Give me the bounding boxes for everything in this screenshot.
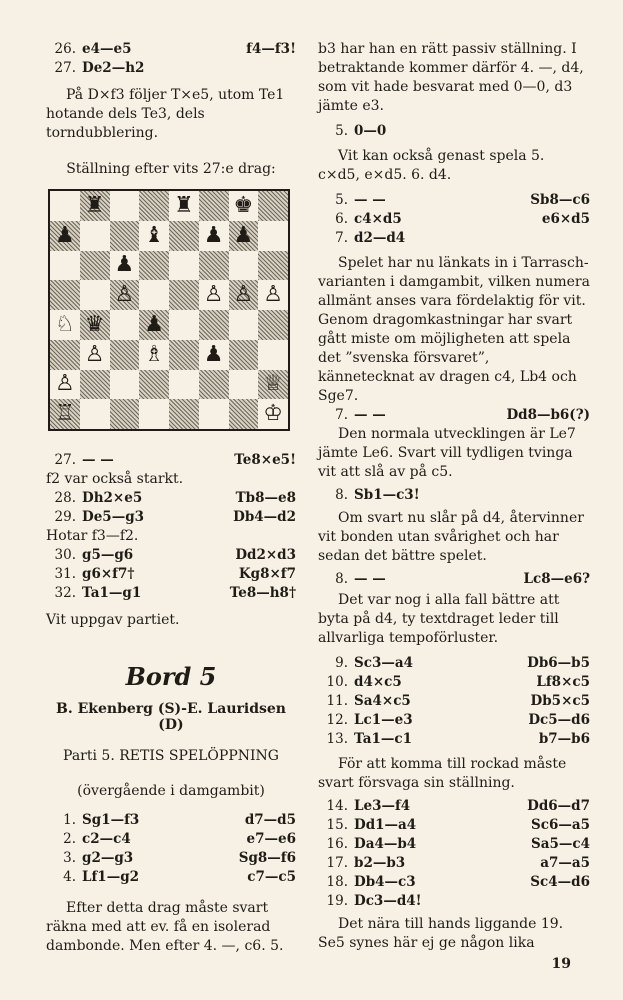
board-square: [169, 280, 199, 310]
move-row: [318, 229, 590, 248]
board-square: [199, 399, 229, 429]
move-row: [46, 489, 296, 508]
move-number: 10.: [326, 674, 348, 690]
white-move: g6×f7†: [82, 566, 135, 582]
move-number: 7.: [335, 230, 348, 246]
white-move: — —: [354, 192, 386, 208]
move-row: [46, 830, 296, 849]
chess-piece-square: ♕: [258, 370, 288, 400]
black-move: Te8×e5!: [234, 452, 296, 468]
move-8-black: [318, 570, 590, 589]
board-square: [199, 191, 229, 221]
chess-piece-square: ♜: [80, 191, 110, 221]
game-subtitle: (övergående i damgambit): [77, 783, 265, 799]
black-move: Sa5—c4: [530, 836, 590, 852]
black-move: e7—e6: [246, 831, 296, 847]
move-number: 15.: [326, 817, 348, 833]
board-square: [258, 221, 288, 251]
move-number: 3.: [63, 850, 76, 866]
chess-piece-square: ♟: [139, 310, 169, 340]
move-number: 27.: [54, 60, 76, 76]
white-move: b2—b3: [354, 855, 406, 871]
section-title: Bord 5: [125, 662, 217, 691]
chess-piece-square: ♟: [229, 221, 259, 251]
move-row: [318, 816, 590, 835]
move-row: [318, 711, 590, 730]
move-number: 8.: [335, 487, 348, 503]
page-number: 19: [551, 956, 571, 972]
black-move: Dd8—b6(?): [506, 407, 590, 423]
white-move: Sg1—f3: [82, 812, 140, 828]
chess-piece-square: ♜: [169, 191, 199, 221]
left-column: [46, 40, 296, 956]
move-number: 11.: [326, 693, 348, 709]
move-row: [46, 811, 296, 830]
black-move: f4—f3!: [246, 41, 296, 57]
move-row: [318, 673, 590, 692]
white-move: c2—c4: [82, 831, 131, 847]
paragraph-normal-dev: Den normala utvecklingen är Le7 jämte Le6. Svart vill tydligen tvinga vit att slå av på c5.: [318, 426, 576, 480]
white-move: Le3—f4: [354, 798, 411, 814]
white-move: Sa4×c5: [354, 693, 411, 709]
move-row: [318, 692, 590, 711]
black-move: Kg8×f7: [238, 566, 296, 582]
black-move: Lf8×c5: [536, 674, 590, 690]
move-row: [318, 730, 590, 749]
white-move: Sc3—a4: [354, 655, 414, 671]
chess-piece-square: ♙: [229, 280, 259, 310]
moves-30-32: [46, 546, 296, 603]
game-title: Parti 5. RETIS SPELÖPPNING: [63, 748, 279, 764]
white-move: — —: [354, 571, 386, 587]
moves-5-7: [318, 191, 590, 248]
move-row: [46, 868, 296, 887]
white-move: De2—h2: [82, 60, 145, 76]
board-square: [169, 340, 199, 370]
board-square: [139, 191, 169, 221]
move-number: 26.: [54, 41, 76, 57]
move-row: [318, 570, 590, 589]
white-move: — —: [82, 452, 114, 468]
white-move: Lc1—e3: [354, 712, 413, 728]
board-square: [139, 280, 169, 310]
board-square: [110, 221, 140, 251]
opening-moves: [46, 811, 296, 887]
white-move: Sb1—c3!: [354, 487, 420, 503]
white-move: Dc3—d4!: [354, 893, 422, 909]
paragraph-castle: För att komma till rockad måste svart försvaga sin ställning.: [318, 756, 567, 791]
move-number: 27.: [54, 452, 76, 468]
black-move: Db5×c5: [530, 693, 590, 709]
paragraph-se5: Det nära till hands liggande 19. Se5 synes här ej ge någon lika: [318, 916, 564, 951]
board-square: [110, 340, 140, 370]
chess-piece-square: ♙: [258, 280, 288, 310]
move-row: [46, 59, 296, 78]
moves-9-13: [318, 654, 590, 749]
move-row: [318, 406, 590, 425]
right-column: [318, 40, 590, 953]
black-move: [463, 229, 590, 248]
moves-28-29: [46, 489, 296, 527]
move-number: 9.: [335, 655, 348, 671]
black-move: Sb8—c6: [530, 192, 590, 208]
move-row: [318, 873, 590, 892]
black-move: [476, 892, 590, 911]
move-row: [46, 584, 296, 603]
chess-piece-square: ♙: [199, 280, 229, 310]
board-square: [50, 340, 80, 370]
black-move: Lc8—e6?: [523, 571, 590, 587]
move-number: 12.: [326, 712, 348, 728]
white-move: 0—0: [354, 123, 387, 139]
move-row: [318, 191, 590, 210]
move-27-black: [46, 451, 296, 470]
black-move: c7—c5: [247, 869, 296, 885]
board-square: [139, 251, 169, 281]
board-square: [169, 251, 199, 281]
moves-26-27: [46, 40, 296, 78]
move-number: 32.: [54, 585, 76, 601]
note-resigned: Vit uppgav partiet.: [46, 612, 180, 628]
move-row: [46, 565, 296, 584]
black-move: [201, 59, 296, 78]
black-move: Tb8—e8: [235, 490, 296, 506]
move-row: [318, 654, 590, 673]
board-square: [169, 399, 199, 429]
black-move: b7—b6: [538, 731, 590, 747]
black-move: Sg8—f6: [238, 850, 296, 866]
move-number: 7.: [335, 407, 348, 423]
chess-piece-square: ♚: [229, 191, 259, 221]
chess-piece-square: ♙: [50, 370, 80, 400]
move-number: 28.: [54, 490, 76, 506]
board-square: [50, 191, 80, 221]
board-square: [110, 191, 140, 221]
black-move: Dc5—d6: [528, 712, 590, 728]
board-square: [80, 251, 110, 281]
white-move: Da4—b4: [354, 836, 417, 852]
move-row: [46, 546, 296, 565]
move-number: 5.: [335, 192, 348, 208]
black-move: a7—a5: [540, 855, 590, 871]
board-square: [110, 310, 140, 340]
black-move: Sc4—d6: [530, 874, 590, 890]
chess-diagram: [48, 189, 290, 431]
black-move: e6×d5: [541, 211, 590, 227]
board-square: [229, 251, 259, 281]
board-square: [199, 370, 229, 400]
move-number: 8.: [335, 571, 348, 587]
note-threat: Hotar f3—f2.: [46, 528, 139, 544]
move-7-black: [318, 406, 590, 425]
move-row: [318, 210, 590, 229]
board-square: [139, 399, 169, 429]
move-5: [318, 122, 590, 141]
white-move: c4×d5: [354, 211, 402, 227]
move-number: 19.: [326, 893, 348, 909]
board-square: [169, 370, 199, 400]
board-square: [258, 191, 288, 221]
chess-piece-square: ♟: [199, 221, 229, 251]
white-move: d2—d4: [354, 230, 406, 246]
move-number: 16.: [326, 836, 348, 852]
players-line: B. Ekenberg (S)-E. Lauridsen (D): [56, 701, 286, 733]
board-square: [80, 221, 110, 251]
board-square: [80, 399, 110, 429]
white-move: Lf1—g2: [82, 869, 140, 885]
board-square: [199, 310, 229, 340]
black-move: Dd6—d7: [527, 798, 590, 814]
white-move: Dd1—a4: [354, 817, 417, 833]
move-number: 2.: [63, 831, 76, 847]
board-square: [229, 340, 259, 370]
board-square: [199, 251, 229, 281]
chess-piece-square: ♗: [139, 340, 169, 370]
chess-piece-square: ♘: [50, 310, 80, 340]
white-move: d4×c5: [354, 674, 402, 690]
paragraph-alt-5: Vit kan också genast spela 5. c×d5, e×d5. 6. d4.: [318, 148, 545, 183]
move-row: [318, 797, 590, 816]
chess-piece-square: ♔: [258, 399, 288, 429]
paragraph-tarrasch: Spelet har nu länkats in i Tarrasch-varianten i damgambit, vilken numera allmänt anses vara fördelaktig för vit. Genom dragomkastningar har svart gått miste om möjligheten att spela det ”svenska försvaret”, kännetecknat av dragen c4, Lb4 och Sge7.: [318, 255, 590, 404]
board-square: [229, 370, 259, 400]
move-row: [46, 451, 296, 470]
white-move: g5—g6: [82, 547, 134, 563]
paragraph-tempo: Det var nog i alla fall bättre att byta på d4, ty textdraget leder till allvarliga tempoförluster.: [318, 592, 560, 646]
black-move: Db4—d2: [233, 509, 296, 525]
board-square: [50, 251, 80, 281]
board-square: [258, 340, 288, 370]
paragraph-df3: På D×f3 följer T×e5, utom Te1 hotande dels Te3, dels torndubblering.: [46, 87, 285, 141]
moves-14-19: [318, 797, 590, 911]
chess-piece-square: ♙: [110, 280, 140, 310]
move-row: [46, 40, 296, 59]
board-square: [169, 221, 199, 251]
move-number: 6.: [335, 211, 348, 227]
paragraph-isolated-pawn: Efter detta drag måste svart räkna med att ev. få en isolerad dambonde. Men efter 4. —, c6. 5.: [46, 900, 284, 954]
diagram-caption: Ställning efter vits 27:e drag:: [66, 161, 276, 177]
board-square: [110, 399, 140, 429]
move-row: [46, 849, 296, 868]
move-number: 29.: [54, 509, 76, 525]
move-number: 17.: [326, 855, 348, 871]
board-square: [80, 370, 110, 400]
white-move: g2—g3: [82, 850, 134, 866]
board-square: [80, 280, 110, 310]
board-square: [50, 280, 80, 310]
move-row: [318, 892, 590, 911]
chess-piece-square: ♙: [80, 340, 110, 370]
move-row: [318, 486, 590, 505]
chess-piece-square: ♛: [80, 310, 110, 340]
chess-piece-square: ♝: [139, 221, 169, 251]
white-move: Ta1—c1: [354, 731, 413, 747]
chess-piece-square: ♖: [50, 399, 80, 429]
move-number: 31.: [54, 566, 76, 582]
move-number: 14.: [326, 798, 348, 814]
board-square: [229, 310, 259, 340]
paragraph-d4: Om svart nu slår på d4, återvinner vit bonden utan svårighet och har sedan det bättre spelet.: [318, 510, 584, 564]
white-move: De5—g3: [82, 509, 145, 525]
board-square: [110, 370, 140, 400]
chess-piece-square: ♟: [110, 251, 140, 281]
board-square: [258, 310, 288, 340]
move-row: [318, 835, 590, 854]
board-square: [169, 310, 199, 340]
move-number: 1.: [63, 812, 76, 828]
move-number: 30.: [54, 547, 76, 563]
move-number: 5.: [335, 123, 348, 139]
white-move: Dh2×e5: [82, 490, 143, 506]
board-square: [229, 399, 259, 429]
move-row: [46, 508, 296, 527]
black-move: Te8—h8†: [229, 585, 296, 601]
move-number: 18.: [326, 874, 348, 890]
white-move: — —: [354, 407, 386, 423]
black-move: Dd2×d3: [235, 547, 296, 563]
move-number: 4.: [63, 869, 76, 885]
white-move: Ta1—g1: [82, 585, 142, 601]
paragraph-b3: b3 har han en rätt passiv ställning. I betraktande kommer därför 4. —, d4, som vit hade besvarat med 0—0, d3 jämte e3.: [318, 41, 584, 114]
black-move: d7—d5: [244, 812, 296, 828]
black-move: Sc6—a5: [530, 817, 590, 833]
move-number: 13.: [326, 731, 348, 747]
move-row: [318, 122, 590, 141]
black-move: Db6—b5: [527, 655, 590, 671]
chess-piece-square: ♟: [50, 221, 80, 251]
board-square: [258, 251, 288, 281]
move-row: [318, 854, 590, 873]
white-move: Db4—c3: [354, 874, 416, 890]
chess-piece-square: ♟: [199, 340, 229, 370]
board-square: [139, 370, 169, 400]
move-8: [318, 486, 590, 505]
white-move: e4—e5: [82, 41, 132, 57]
note-f2: f2 var också starkt.: [46, 471, 184, 487]
